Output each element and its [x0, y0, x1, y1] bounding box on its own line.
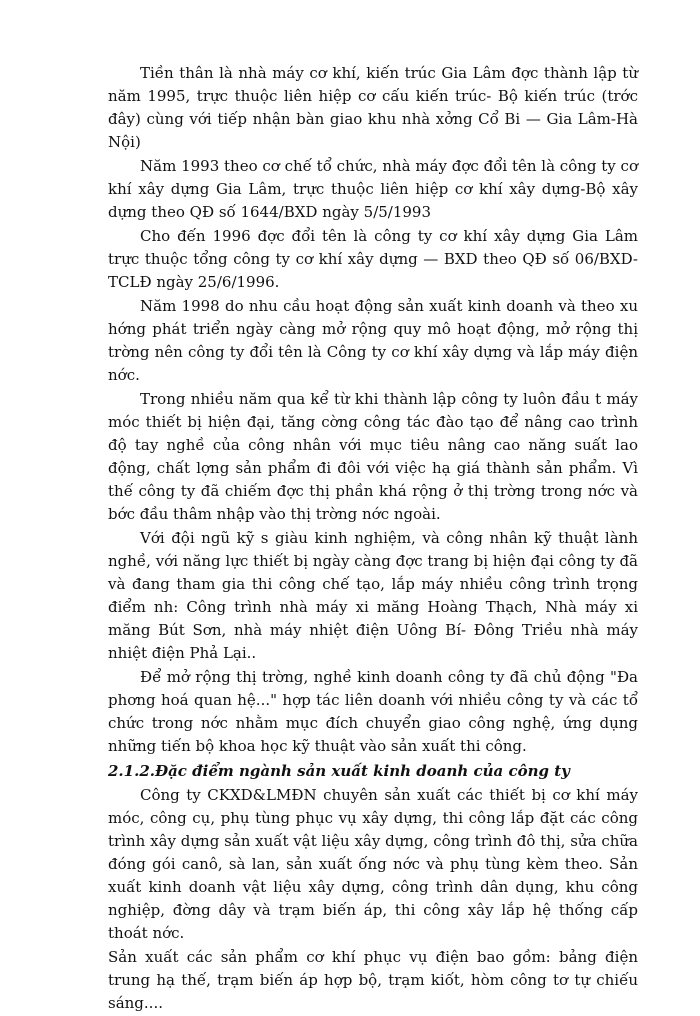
paragraph-1998: Năm 1998 do nhu cầu hoạt động sản xuất kinh doanh và theo xu hớng phát triển ngày càng mở rộng quy mô hoạt động, mở rộng thị trờng nên công ty đổi tên là Công ty cơ khí xây dựng và lắp máy điện nớc. [108, 297, 638, 384]
document-page [108, 62, 638, 1016]
paragraph-origin: Tiền thân là nhà máy cơ khí, kiến trúc Gia Lâm đợc thành lập từ năm 1995, trực thuộc liên hiệp cơ cấu kiến trúc- Bộ kiến trúc (trớc đây) cùng với tiếp nhận bàn giao khu nhà xởng Cổ Bi — Gia Lâm-Hà Nội) [108, 64, 638, 151]
paragraph-expansion: Để mở rộng thị trờng, nghề kinh doanh công ty đã chủ động "Đa phơng hoá quan hệ..." hợp tác liên doanh với nhiều công ty và các tổ chức trong nớc nhằm mục đích chuyển giao công nghệ, ứng dụng những tiến bộ khoa học kỹ thuật vào sản xuất thi công. [108, 668, 638, 755]
paragraph-1996: Cho đến 1996 đợc đổi tên là công ty cơ khí xây dựng Gia Lâm trực thuộc tổng công ty cơ khí xây dựng — BXD theo QĐ số 06/BXD-TCLĐ ngày 25/6/1996. [108, 227, 638, 291]
paragraph-engineers: Với đội ngũ kỹ s giàu kinh nghiệm, và công nhân kỹ thuật lành nghề, với năng lực thiết bị ngày càng đợc trang bị hiện đại công ty đã và đang tham gia thi công chế tạo, lắp máy nhiều công trình trọng điểm nh: Công trình nhà máy xi măng Hoàng Thạch, Nhà máy xi măng Bút Sơn, nhà máy nhiệt điện Uông Bí- Đông Triều nhà máy nhiệt điện Phả Lại.. [108, 529, 638, 662]
paragraph-1993: Năm 1993 theo cơ chế tổ chức, nhà máy đợc đổi tên là công ty cơ khí xây dựng Gia Lâm, trực thuộc liên hiệp cơ khí xây dựng-Bộ xây dựng theo QĐ số 1644/BXD ngày 5/5/1993 [108, 157, 638, 221]
paragraph-electrical-products: Sản xuất các sản phẩm cơ khí phục vụ điện bao gồm: bảng điện trung hạ thế, trạm biến áp hợp bộ, trạm kiốt, hòm công tơ tự chiếu sáng.... [108, 948, 638, 1012]
section-heading: 2.1.2.Đặc điểm ngành sản xuất kinh doanh của công ty [108, 762, 570, 780]
paragraph-business-lines: Công ty CKXD&LMĐN chuyên sản xuất các thiết bị cơ khí máy móc, công cụ, phụ tùng phục vụ xây dựng, thi công lắp đặt các công trình xây dựng sản xuất vật liệu xây dựng, công trình đô thị, sửa chữa đóng gói canô, sà lan, sản xuất ống nớc và phụ tùng kèm theo. Sản xuất kinh doanh vật liệu xây dựng, công trình dân dụng, khu công nghiệp, đờng dây và trạm biến áp, thi công xây lắp hệ thống cấp thoát nớc. [108, 786, 638, 942]
paragraph-investment: Trong nhiều năm qua kể từ khi thành lập công ty luôn đầu t máy móc thiết bị hiện đại, tăng cờng công tác đào tạo để nâng cao trình độ tay nghề của công nhân với mục tiêu nâng cao năng suất lao động, chất lợng sản phẩm đi đôi với việc hạ giá thành sản phẩm. Vì thế công ty đã chiếm đợc thị phần khá rộng ở thị trờng trong nớc và bớc đầu thâm nhập vào thị trờng nớc ngoài. [108, 390, 638, 523]
